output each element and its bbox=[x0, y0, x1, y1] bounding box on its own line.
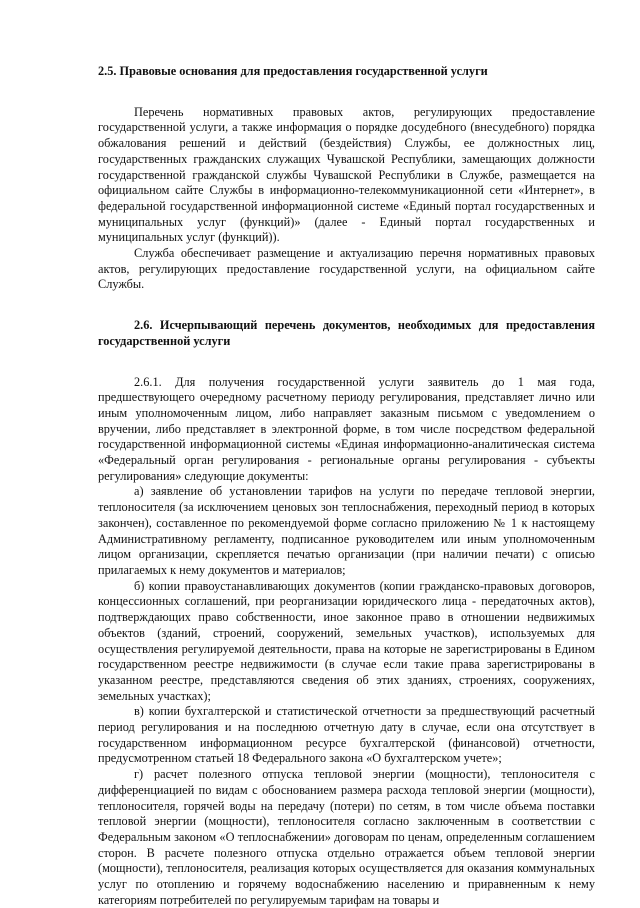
section-2-5-heading: 2.5. Правовые основания для предоставления государственной услуги bbox=[98, 64, 488, 78]
list-item-a: а) заявление об установлении тарифов на услуги по передаче тепловой энергии, теплоносителя (за исключением ценовых зон теплоснабжения, переходный период в которых закончен), составленное по рекомендуемой форме согласно приложению № 1 к настоящему Административному регламенту, подписанное руководителем или иным уполномоченным лицом организации, скрепляется печатью организации (при наличии печати) с описью прилагаемых к нему документов и материалов; bbox=[98, 484, 595, 577]
list-item-b: б) копии правоустанавливающих документов (копии гражданско-правовых договоров, концессионных соглашений, при реорганизации юридического лица - передаточных актов), подтверждающих право собственности, иное законное право в отношении недвижимых объектов (зданий, строений, сооружений, земельных участков), используемых для осуществления регулируемой деятельности, права на которые не зарегистрированы в Едином государственном реестре недвижимости (в случае если такие права зарегистрированы в указанном реестре, представляются сведения об этих зданиях, строениях, сооружениях, земельных участках); bbox=[98, 578, 595, 703]
section-2-5-paragraph: Перечень нормативных правовых актов, регулирующих предоставление государственной услуги, а также информация о порядке досудебного (внесудебного) порядка обжалования решений и действий (бездействия) Службы, ее должностных лиц, государственных гражданских служащих Чувашской Республики, замещающих должности государственной гражданской службы Чувашской Республики в Службе, размещается на официальном сайте Службы в информационно-телекоммуникационной сети «Интернет», в федеральной государственной информационной системе «Единый портал государственных и муниципальных услуг (функций)» (далее - Единый портал государственных и муниципальных услуг (функций)). bbox=[98, 104, 595, 245]
section-2-6-paragraph: 2.6.1. Для получения государственной услуги заявитель до 1 мая года, предшествующего очередному расчетному периоду регулирования, представляет лично или иным уполномоченным лицом, либо направляет заказным письмом с уведомлением о вручении, либо представляет в электронной форме, в том числе посредством федеральной государственной информационной системы «Единая информационно-аналитическая система «Федеральный орган регулирования - региональные органы регулирования - субъекты регулирования» следующие документы: bbox=[98, 374, 595, 483]
section-2-6-heading: 2.6. Исчерпывающий перечень документов, необходимых для предоставления государственной услуги bbox=[98, 318, 595, 348]
list-item-g: г) расчет полезного отпуска тепловой энергии (мощности), теплоносителя с дифференциацией по видам с обоснованием размера расхода тепловой энергии (мощности), теплоносителя, горячей воды на передачу (потери) по сетям, в том числе объема поставки тепловой энергии (мощности), теплоносителя согласно заключенным в соответствии с Федеральным законом «О теплоснабжении» договорам по ценам, определенным соглашением сторон. В расчете полезного отпуска отдельно отражается объем тепловой энергии (мощности), теплоносителя, реализация которых осуществляется для оказания коммунальных услуг по отоплению и горячему водоснабжению населению и приравненным к нему категориям потребителей по регулируемым тарифам на товары и bbox=[98, 767, 595, 907]
list-item-v: в) копии бухгалтерской и статистической отчетности за предшествующий расчетный период регулирования и на последнюю отчетную дату в случае, если она отсутствует в государственном информационном ресурсе бухгалтерской (финансовой) отчетности, предусмотренном статьей 18 Федерального закона «О бухгалтерском учете»; bbox=[98, 704, 595, 766]
document-body bbox=[98, 64, 595, 908]
section-2-5-paragraph: Служба обеспечивает размещение и актуализацию перечня нормативных правовых актов, регулирующих предоставление государственной услуги, на официальном сайте Службы. bbox=[98, 246, 595, 292]
